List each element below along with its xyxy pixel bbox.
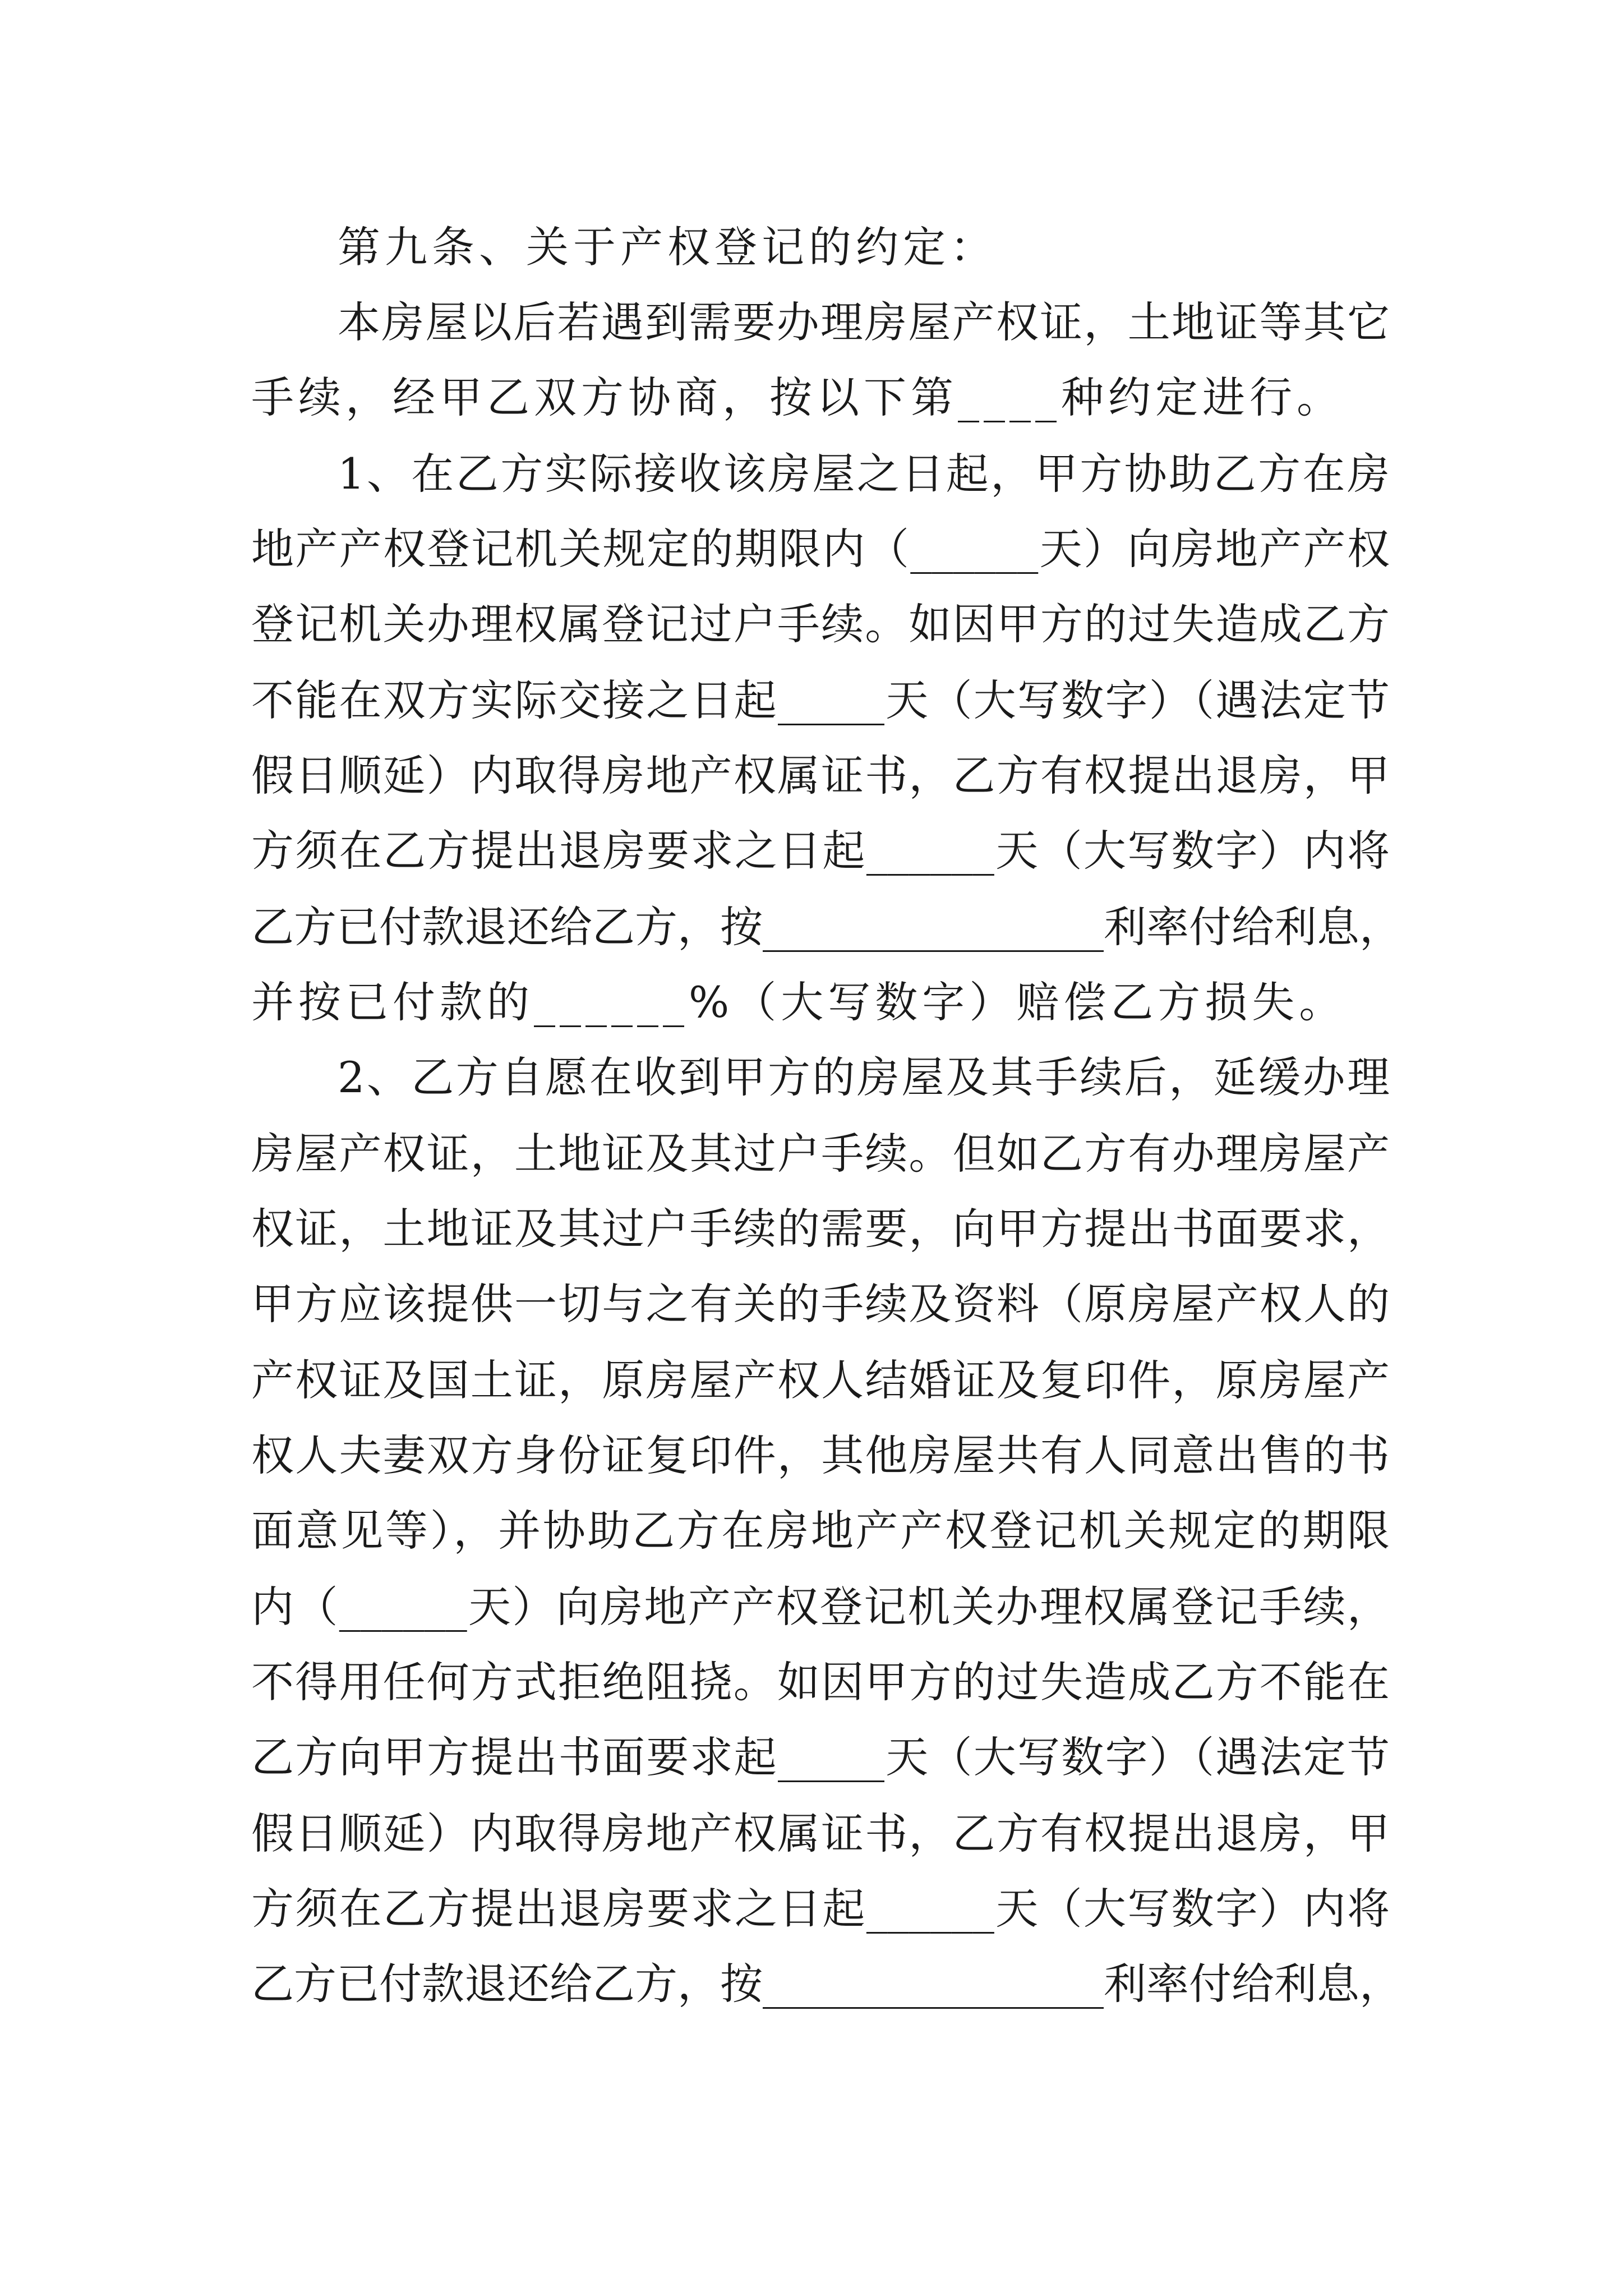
paragraph-line: 登记机关办理权属登记过户手续。如因甲方的过失造成乙方 <box>251 599 1390 649</box>
paragraph-line: 手续，经甲乙双方协商，按以下第____种约定进行。 <box>251 372 1344 422</box>
clause-2-line: 2、乙方自愿在收到甲方的房屋及其手续后，延缓办理 <box>338 1052 1390 1102</box>
paragraph-line: 权人夫妻双方身份证复印件，其他房屋共有人同意出售的书 <box>251 1430 1390 1480</box>
paragraph-line: 甲方应该提供一切与之有关的手续及资料（原房屋产权人的 <box>251 1279 1390 1329</box>
paragraph-line: 不得用任何方式拒绝阻挠。如因甲方的过失造成乙方不能在 <box>251 1657 1390 1707</box>
paragraph-line: 权证，土地证及其过户手续的需要，向甲方提出书面要求， <box>251 1204 1390 1254</box>
paragraph-line: 不能在双方实际交接之日起_____天（大写数字）（遇法定节 <box>251 675 1390 725</box>
paragraph-line: 本房屋以后若遇到需要办理房屋产权证，土地证等其它 <box>338 297 1390 347</box>
paragraph-line: 乙方向甲方提出书面要求起_____天（大写数字）（遇法定节 <box>251 1732 1390 1782</box>
paragraph-line: 地产产权登记机关规定的期限内（______天）向房地产产权 <box>251 524 1390 574</box>
paragraph-line: 产权证及国土证，原房屋产权人结婚证及复印件，原房屋产 <box>251 1355 1390 1405</box>
paragraph-line: 方须在乙方提出退房要求之日起______天（大写数字）内将 <box>251 1884 1390 1934</box>
paragraph-line: 方须在乙方提出退房要求之日起______天（大写数字）内将 <box>251 826 1390 876</box>
paragraph-line: 乙方已付款退还给乙方，按________________利率付给利息， <box>251 902 1402 952</box>
paragraph-line: 假日顺延）内取得房地产权属证书，乙方有权提出退房，甲 <box>251 1809 1390 1858</box>
paragraph-line: 乙方已付款退还给乙方，按________________利率付给利息， <box>251 1959 1402 2009</box>
paragraph-line: 假日顺延）内取得房地产权属证书，乙方有权提出退房，甲 <box>251 751 1390 800</box>
paragraph-line: 房屋产权证，土地证及其过户手续。但如乙方有办理房屋产 <box>251 1129 1390 1179</box>
paragraph-line: 面意见等），并协助乙方在房地产产权登记机关规定的期限 <box>251 1506 1390 1556</box>
clause-1-line: 1、在乙方实际接收该房屋之日起，甲方协助乙方在房 <box>338 449 1390 499</box>
paragraph-line: 内（______天）向房地产产权登记机关办理权属登记手续， <box>251 1582 1390 1632</box>
paragraph-line: 并按已付款的______%（大写数字）赔偿乙方损失。 <box>251 977 1347 1027</box>
section-heading: 第九条、关于产权登记的约定： <box>338 222 997 272</box>
